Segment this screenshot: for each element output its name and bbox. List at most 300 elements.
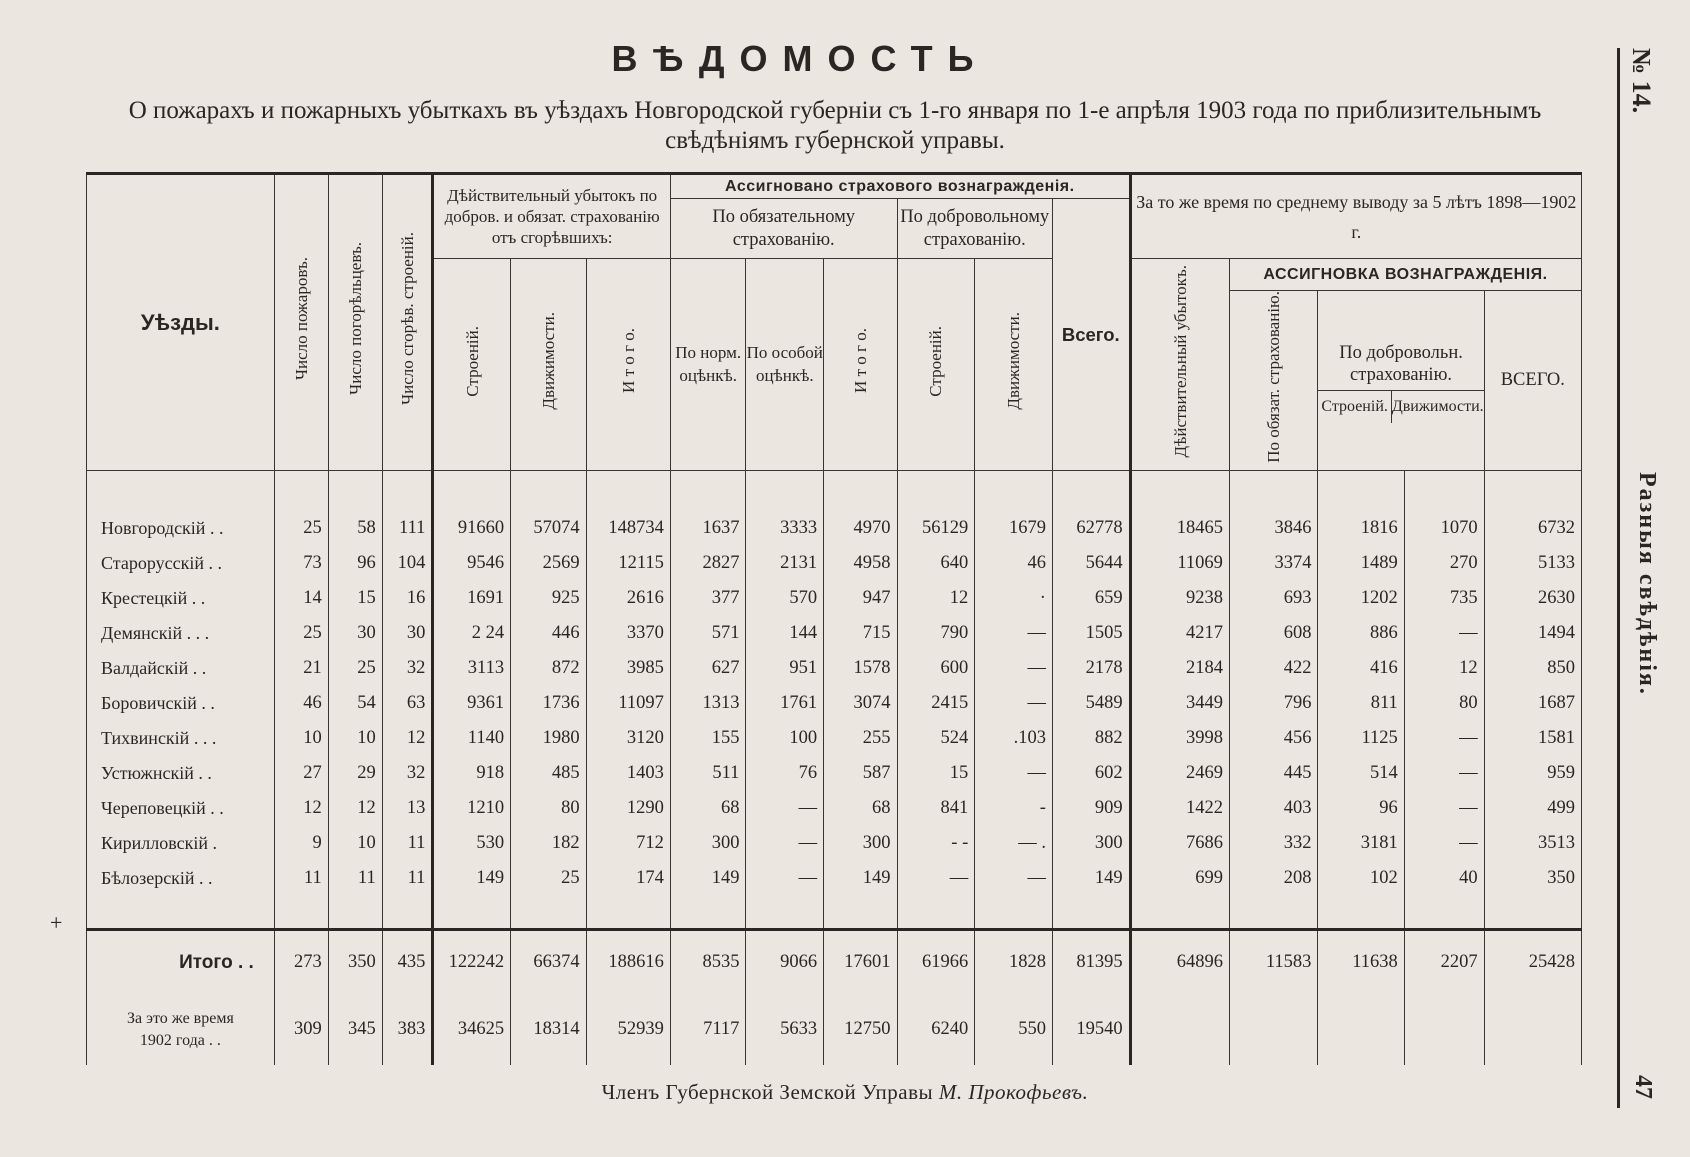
table-cell: ·: [975, 581, 1053, 616]
header-vol-movables: Движимости.: [975, 259, 1053, 471]
table-cell: —: [1404, 791, 1484, 826]
table-cell: 332: [1229, 826, 1318, 861]
table-cell: 144: [746, 616, 824, 651]
header-county: Уѣзды.: [87, 174, 275, 471]
total-row: [87, 929, 1582, 995]
header-avg-assign: АССИГНОВКА ВОЗНАГРАЖДЕНІЯ.: [1229, 259, 1581, 291]
table-cell: 40: [1404, 861, 1484, 896]
table-cell: 1070: [1404, 511, 1484, 546]
county-name: Крестецкій . .: [87, 581, 275, 616]
table-cell: 12: [274, 791, 328, 826]
margin-rule: [1617, 48, 1620, 1108]
table-cell: [1052, 896, 1130, 930]
table-cell: 350: [1484, 861, 1581, 896]
table-cell: 712: [586, 826, 670, 861]
table-cell: 56129: [897, 511, 975, 546]
table-cell: 524: [897, 721, 975, 756]
table-cell: [1484, 995, 1581, 1065]
table-cell: 30: [328, 616, 382, 651]
table-cell: 11097: [586, 686, 670, 721]
table-cell: 5633: [746, 995, 824, 1065]
table-cell: 11: [382, 826, 433, 861]
table-cell: 1290: [586, 791, 670, 826]
table-cell: 6732: [1484, 511, 1581, 546]
table-cell: 550: [975, 995, 1053, 1065]
table-row: [87, 686, 1582, 721]
table-cell: 5644: [1052, 546, 1130, 581]
table-cell: 951: [746, 651, 824, 686]
table-cell: 918: [433, 756, 511, 791]
table-cell: 841: [897, 791, 975, 826]
table-cell: 514: [1318, 756, 1404, 791]
table-cell: 715: [824, 616, 897, 651]
table-row: [87, 511, 1582, 546]
table-cell: —: [975, 686, 1053, 721]
table-cell: 811: [1318, 686, 1404, 721]
table-cell: 11: [382, 861, 433, 896]
table-cell: [746, 896, 824, 930]
table-cell: [1130, 896, 1229, 930]
table-cell: 32: [382, 756, 433, 791]
table-cell: 29: [328, 756, 382, 791]
table-cell: 2827: [670, 546, 746, 581]
table-cell: 422: [1229, 651, 1318, 686]
header-victims: Число погорѣльцевъ.: [328, 174, 382, 471]
table-cell: 30: [382, 616, 433, 651]
table-cell: 104: [382, 546, 433, 581]
table-cell: 11583: [1229, 929, 1318, 995]
table-cell: 12: [1404, 651, 1484, 686]
table-cell: 96: [1318, 791, 1404, 826]
table-cell: 1980: [511, 721, 587, 756]
table-row: [87, 756, 1582, 791]
table-row: [87, 861, 1582, 896]
table-cell: 1687: [1484, 686, 1581, 721]
table-cell: 15: [897, 756, 975, 791]
table-cell: 627: [670, 651, 746, 686]
table-cell: 18465: [1130, 511, 1229, 546]
document-title: ВѢДОМОСТЬ: [611, 38, 989, 79]
table-cell: 11: [274, 861, 328, 896]
table-cell: 1828: [975, 929, 1053, 995]
table-cell: 2569: [511, 546, 587, 581]
table-cell: - -: [897, 826, 975, 861]
table-cell: 34625: [433, 995, 511, 1065]
table-cell: 2630: [1484, 581, 1581, 616]
previous-year-row: [87, 995, 1582, 1065]
table-cell: 600: [897, 651, 975, 686]
county-name: Демянскій . . .: [87, 616, 275, 651]
table-cell: 1816: [1318, 511, 1404, 546]
table-cell: [824, 896, 897, 930]
table-cell: 208: [1229, 861, 1318, 896]
table-cell: 66374: [511, 929, 587, 995]
table-cell: 3370: [586, 616, 670, 651]
table-cell: 416: [1318, 651, 1404, 686]
table-cell: 403: [1229, 791, 1318, 826]
table-cell: —: [1404, 721, 1484, 756]
header-fires: Число пожаровъ.: [274, 174, 328, 471]
table-cell: 2 24: [433, 616, 511, 651]
table-cell: 1403: [586, 756, 670, 791]
table-cell: [328, 896, 382, 930]
table-cell: 7117: [670, 995, 746, 1065]
table-cell: 947: [824, 581, 897, 616]
table-cell: 608: [1229, 616, 1318, 651]
table-cell: 790: [897, 616, 975, 651]
table-cell: 10: [328, 721, 382, 756]
header-mandatory: По обязательному страхованію.: [670, 199, 897, 259]
spacer-row: [87, 896, 1582, 930]
table-cell: [1130, 995, 1229, 1065]
table-cell: 300: [1052, 826, 1130, 861]
spacer-row: [87, 470, 1582, 511]
table-cell: [670, 896, 746, 930]
table-cell: 182: [511, 826, 587, 861]
table-cell: 3998: [1130, 721, 1229, 756]
table-cell: —: [975, 616, 1053, 651]
header-avg-mandatory: По обязат. страхованію.: [1229, 291, 1318, 471]
table-cell: [1484, 896, 1581, 930]
table-header: [87, 174, 1582, 471]
county-name: Устюжнскій . .: [87, 756, 275, 791]
table-cell: 2207: [1404, 929, 1484, 995]
table-cell: [274, 896, 328, 930]
header-mand-total: И т о г о.: [824, 259, 897, 471]
header-actual-buildings: Строеній.: [433, 259, 511, 471]
table-cell: 3449: [1130, 686, 1229, 721]
table-row: [87, 791, 1582, 826]
table-cell: 499: [1484, 791, 1581, 826]
table-cell: 46: [274, 686, 328, 721]
table-cell: 19540: [1052, 995, 1130, 1065]
table-row: [87, 581, 1582, 616]
table-cell: 3120: [586, 721, 670, 756]
table-cell: 1202: [1318, 581, 1404, 616]
header-avg-voluntary: По добровольн. страхованію. Строеній. Движимости.: [1318, 291, 1484, 471]
margin-mark: +: [50, 910, 63, 935]
table-cell: 68: [824, 791, 897, 826]
table-cell: 925: [511, 581, 587, 616]
table-cell: 54: [328, 686, 382, 721]
table-cell: 485: [511, 756, 587, 791]
table-cell: -: [975, 791, 1053, 826]
header-special: По особой оцѣнкѣ.: [746, 259, 824, 471]
table-cell: 73: [274, 546, 328, 581]
table-cell: 148734: [586, 511, 670, 546]
table-cell: 9: [274, 826, 328, 861]
table-cell: 1140: [433, 721, 511, 756]
table-cell: 2184: [1130, 651, 1229, 686]
table-cell: 456: [1229, 721, 1318, 756]
table-cell: 63: [382, 686, 433, 721]
table-cell: 273: [274, 929, 328, 995]
county-name: [87, 896, 275, 930]
table-cell: —: [975, 861, 1053, 896]
section-title: Разныя свѣдѣнія.: [1634, 472, 1660, 696]
table-cell: 1761: [746, 686, 824, 721]
table-cell: 102: [1318, 861, 1404, 896]
table-cell: 9238: [1130, 581, 1229, 616]
header-voluntary: По добровольному страхованію.: [897, 199, 1052, 259]
table-cell: [975, 896, 1053, 930]
table-cell: 188616: [586, 929, 670, 995]
table-cell: 61966: [897, 929, 975, 995]
table-cell: —: [1404, 756, 1484, 791]
table-cell: 959: [1484, 756, 1581, 791]
table-cell: 12: [897, 581, 975, 616]
table-cell: 5133: [1484, 546, 1581, 581]
table-cell: 15: [328, 581, 382, 616]
county-name: Кирилловскій .: [87, 826, 275, 861]
table-cell: 300: [824, 826, 897, 861]
county-name: Череповецкій . .: [87, 791, 275, 826]
table-cell: 25: [274, 511, 328, 546]
table-cell: [1318, 896, 1404, 930]
document-subtitle: О пожарахъ и пожарныхъ убыткахъ въ уѣздахъ Новгородской губерніи съ 1-го января по 1-е апрѣля 1903 года по приблизительнымъ свѣдѣніямъ губернской управы.: [128, 97, 1542, 154]
table-cell: 14: [274, 581, 328, 616]
table-cell: 68: [670, 791, 746, 826]
table-cell: [897, 896, 975, 930]
table-cell: 2131: [746, 546, 824, 581]
table-cell: 52939: [586, 995, 670, 1065]
table-cell: 11: [328, 861, 382, 896]
table-cell: 571: [670, 616, 746, 651]
table-cell: 27: [274, 756, 328, 791]
county-name: Боровичскій . .: [87, 686, 275, 721]
table-cell: 12: [382, 721, 433, 756]
issue-number: № 14.: [1627, 48, 1656, 114]
county-name: Бѣлозерскій . .: [87, 861, 275, 896]
table-cell: 699: [1130, 861, 1229, 896]
table-cell: 100: [746, 721, 824, 756]
table-cell: 9361: [433, 686, 511, 721]
county-name: Тихвинскій . . .: [87, 721, 275, 756]
table-cell: 445: [1229, 756, 1318, 791]
table-cell: 602: [1052, 756, 1130, 791]
table-cell: 7686: [1130, 826, 1229, 861]
table-cell: 1679: [975, 511, 1053, 546]
table-cell: 587: [824, 756, 897, 791]
table-cell: 383: [382, 995, 433, 1065]
table-cell: [1404, 995, 1484, 1065]
table-cell: 149: [433, 861, 511, 896]
table-row: [87, 546, 1582, 581]
table-cell: 17601: [824, 929, 897, 995]
table-cell: 872: [511, 651, 587, 686]
table-cell: 3113: [433, 651, 511, 686]
table-cell: 62778: [1052, 511, 1130, 546]
county-name: За это же время 1902 года . .: [87, 995, 275, 1065]
header-actual-total: И т о г о.: [586, 259, 670, 471]
table-row: [87, 616, 1582, 651]
table-cell: 25: [274, 616, 328, 651]
table-cell: .103: [975, 721, 1053, 756]
table-cell: 174: [586, 861, 670, 896]
table-cell: 149: [1052, 861, 1130, 896]
table-cell: 32: [382, 651, 433, 686]
table-cell: 435: [382, 929, 433, 995]
table-cell: 796: [1229, 686, 1318, 721]
table-cell: —: [975, 756, 1053, 791]
table-cell: —: [975, 651, 1053, 686]
header-actual-loss: Дѣйствительный убытокъ по добров. и обязат. страхованію отъ сгорѣвшихъ:: [433, 174, 670, 259]
county-name: Валдайскій . .: [87, 651, 275, 686]
table-cell: 2178: [1052, 651, 1130, 686]
table-cell: 1422: [1130, 791, 1229, 826]
table-cell: 3985: [586, 651, 670, 686]
table-cell: 16: [382, 581, 433, 616]
table-cell: 5489: [1052, 686, 1130, 721]
header-avg-total: ВСЕГО.: [1484, 291, 1581, 471]
table-cell: 446: [511, 616, 587, 651]
county-name: Итого . .: [87, 929, 275, 995]
table-cell: —: [746, 826, 824, 861]
header-same-period: За то же время по среднему выводу за 5 лѣтъ 1898—1902 г.: [1130, 174, 1581, 259]
table-cell: 81395: [1052, 929, 1130, 995]
table-cell: 3513: [1484, 826, 1581, 861]
table-cell: 9066: [746, 929, 824, 995]
table-cell: 64896: [1130, 929, 1229, 995]
header-vol-buildings: Строеній.: [897, 259, 975, 471]
table-cell: 58: [328, 511, 382, 546]
table-cell: 270: [1404, 546, 1484, 581]
table-cell: 1637: [670, 511, 746, 546]
table-cell: [586, 896, 670, 930]
table-cell: 693: [1229, 581, 1318, 616]
table-cell: 76: [746, 756, 824, 791]
table-cell: 1210: [433, 791, 511, 826]
header-assignment: Ассигновано страхового вознагражденія.: [670, 174, 1130, 199]
table-cell: 46: [975, 546, 1053, 581]
table-body: [87, 470, 1582, 1065]
table-cell: 96: [328, 546, 382, 581]
table-cell: [1318, 995, 1404, 1065]
table-cell: 3074: [824, 686, 897, 721]
table-cell: 80: [1404, 686, 1484, 721]
table-cell: —: [746, 861, 824, 896]
table-cell: 377: [670, 581, 746, 616]
table-cell: 2616: [586, 581, 670, 616]
page-number: 47: [1630, 1075, 1656, 1099]
table-cell: 91660: [433, 511, 511, 546]
table-cell: 11069: [1130, 546, 1229, 581]
table-cell: 1125: [1318, 721, 1404, 756]
table-cell: 1578: [824, 651, 897, 686]
table-cell: 659: [1052, 581, 1130, 616]
table-cell: 2415: [897, 686, 975, 721]
table-cell: [1229, 896, 1318, 930]
table-cell: 4217: [1130, 616, 1229, 651]
table-cell: 3181: [1318, 826, 1404, 861]
footer-signature: Членъ Губернской Земской Управы М. Прокофьевъ.: [601, 1080, 1089, 1104]
table-cell: — .: [975, 826, 1053, 861]
table-row: [87, 721, 1582, 756]
table-cell: 570: [746, 581, 824, 616]
fire-statistics-table: [86, 172, 1582, 1065]
table-cell: 155: [670, 721, 746, 756]
table-cell: 10: [274, 721, 328, 756]
table-cell: 255: [824, 721, 897, 756]
table-cell: 12750: [824, 995, 897, 1065]
table-cell: 11638: [1318, 929, 1404, 995]
table-cell: 1691: [433, 581, 511, 616]
table-cell: 18314: [511, 995, 587, 1065]
table-cell: 8535: [670, 929, 746, 995]
table-cell: [382, 896, 433, 930]
table-cell: 882: [1052, 721, 1130, 756]
table-cell: 640: [897, 546, 975, 581]
table-cell: 25: [328, 651, 382, 686]
table-cell: 10: [328, 826, 382, 861]
table-cell: 1313: [670, 686, 746, 721]
table-cell: 12115: [586, 546, 670, 581]
header-actual-movables: Движимости.: [511, 259, 587, 471]
table-cell: 530: [433, 826, 511, 861]
table-cell: 1581: [1484, 721, 1581, 756]
table-cell: —: [1404, 616, 1484, 651]
table-cell: 735: [1404, 581, 1484, 616]
table-cell: 300: [670, 826, 746, 861]
table-row: [87, 826, 1582, 861]
table-cell: 350: [328, 929, 382, 995]
table-cell: 886: [1318, 616, 1404, 651]
table-row: [87, 651, 1582, 686]
table-cell: [433, 896, 511, 930]
header-total: Всего.: [1052, 199, 1130, 471]
table-cell: 3333: [746, 511, 824, 546]
table-cell: 345: [328, 995, 382, 1065]
table-cell: 1505: [1052, 616, 1130, 651]
table-cell: 3846: [1229, 511, 1318, 546]
table-cell: 1736: [511, 686, 587, 721]
table-cell: 12: [328, 791, 382, 826]
table-cell: 850: [1484, 651, 1581, 686]
table-cell: 21: [274, 651, 328, 686]
county-name: Старорусскій . .: [87, 546, 275, 581]
table-cell: 13: [382, 791, 433, 826]
table-cell: 111: [382, 511, 433, 546]
table-cell: 57074: [511, 511, 587, 546]
table-cell: 6240: [897, 995, 975, 1065]
table-cell: —: [1404, 826, 1484, 861]
table-cell: 122242: [433, 929, 511, 995]
table-cell: —: [897, 861, 975, 896]
table-cell: 149: [670, 861, 746, 896]
table-cell: 511: [670, 756, 746, 791]
table-cell: 4970: [824, 511, 897, 546]
table-cell: 309: [274, 995, 328, 1065]
table-cell: [1229, 995, 1318, 1065]
table-cell: 80: [511, 791, 587, 826]
table-cell: 149: [824, 861, 897, 896]
table-cell: 1489: [1318, 546, 1404, 581]
table-cell: 25: [511, 861, 587, 896]
header-norm: По норм. оцѣнкѣ.: [670, 259, 746, 471]
table-cell: —: [746, 791, 824, 826]
table-cell: 1494: [1484, 616, 1581, 651]
header-buildings-burned: Число сгорѣв. строеній.: [382, 174, 433, 471]
table-cell: 4958: [824, 546, 897, 581]
table-cell: [1404, 896, 1484, 930]
header-avg-actual: Дѣйствительный убытокъ.: [1130, 259, 1229, 471]
county-name: Новгородскій . .: [87, 511, 275, 546]
table-cell: 909: [1052, 791, 1130, 826]
table-cell: 25428: [1484, 929, 1581, 995]
table-cell: 3374: [1229, 546, 1318, 581]
table-cell: [511, 896, 587, 930]
table-cell: 9546: [433, 546, 511, 581]
